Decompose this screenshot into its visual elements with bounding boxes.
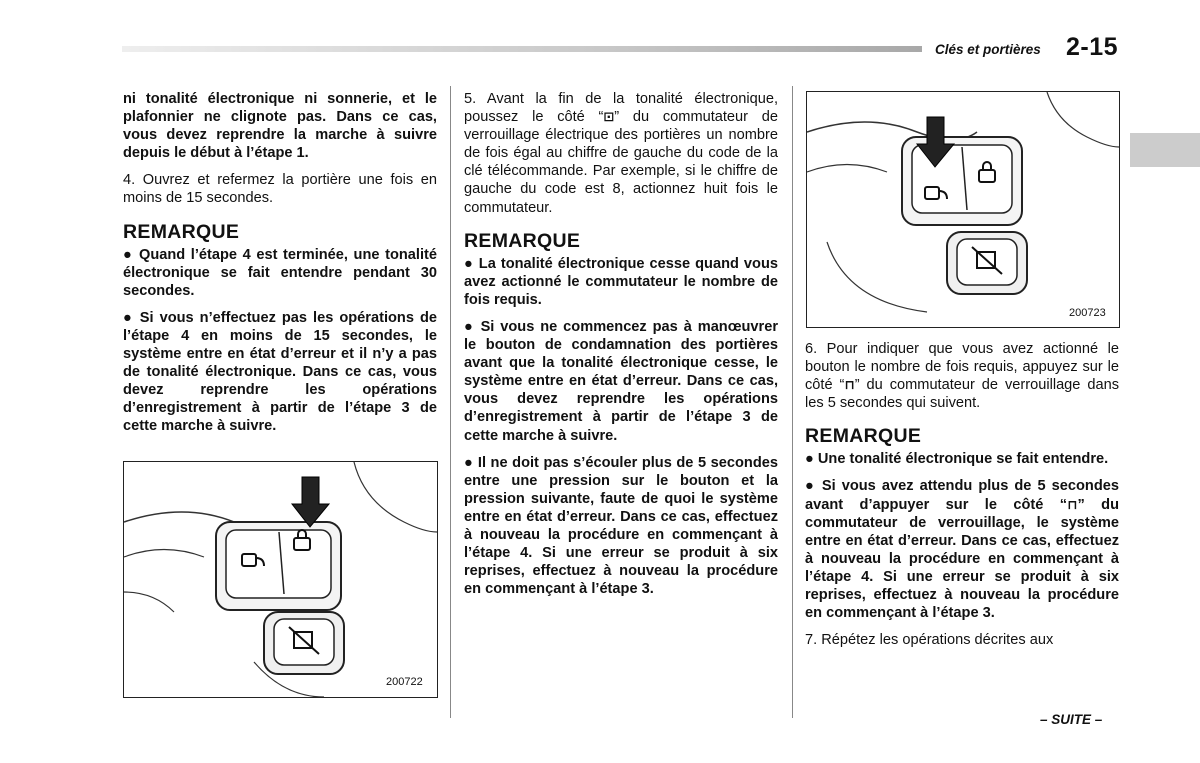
text: 5. Avant la fin de la tonalité électronique, poussez le côté “ bbox=[464, 91, 778, 126]
note-item: ● Si vous ne commencez pas à manœuvrer le bouton de condamnation des portières avant que la tonalité électronique cesse, le système entre en état d’erreur. Dans ce cas, vous devez reprendre les opérations d’enregistrement à partir de l’étape 3 de cette marche à suivre. bbox=[464, 318, 778, 444]
note-item: ● Une tonalité électronique se fait entendre. bbox=[805, 451, 1109, 468]
step-6 bbox=[805, 340, 1119, 412]
note-item: ● Quand l’étape 4 est terminée, une tonalité électronique se fait entendre pendant 30 secondes. bbox=[123, 246, 437, 299]
note-title: REMARQUE bbox=[805, 425, 922, 448]
step-5 bbox=[464, 90, 778, 217]
figure-door-switch-2 bbox=[806, 91, 1120, 328]
door-switch-illustration bbox=[807, 92, 1119, 327]
page-number: 2-15 bbox=[1066, 33, 1119, 61]
column-2 bbox=[464, 90, 778, 607]
section-title: Clés et portières bbox=[935, 42, 1041, 57]
step-7: 7. Répétez les opérations décrites aux bbox=[805, 632, 1054, 649]
header-rule bbox=[122, 46, 922, 52]
note-item: ● Il ne doit pas s’écouler plus de 5 secondes entre une pression sur le bouton et la pression suivante, faute de quoi le système entre en état d’erreur. Dans ce cas, effectuez à nouveau la procédure en commençant à l’étape 4. Si une erreur se produit à six reprises, effectuez à nouveau la procédure en commençant à l’étape 3. bbox=[464, 454, 778, 598]
note-item: ● La tonalité électronique cesse quand vous avez actionné le commutateur le nombre de fois requis. bbox=[464, 255, 778, 308]
figure-code: 200723 bbox=[1069, 307, 1106, 319]
chapter-tab bbox=[1130, 133, 1200, 167]
arrow-down-icon bbox=[292, 477, 329, 527]
lock-glyph-icon: ⊡ bbox=[603, 109, 615, 125]
continued-label: – SUITE – bbox=[1040, 712, 1103, 727]
text: ” du commutateur de verrouillage électrique des portières un nombre de fois égal au chiffre de gauche du code de la clé télécommande. Par exemple, si le chiffre de gauche du code est 8, actionnez huit fois le commutateur. bbox=[464, 109, 779, 216]
paragraph: ni tonalité électronique ni sonnerie, et le plafonnier ne clignote pas. Dans ce cas, vous devez reprendre la marche à suivre depuis le début à l’étape 1. bbox=[123, 91, 437, 162]
figure-code: 200722 bbox=[386, 676, 423, 688]
note-item bbox=[805, 477, 1119, 622]
text: 6. Pour indiquer que vous avez actionné le bouton le nombre de fois requis, appuyez sur le côté “ bbox=[805, 341, 1119, 394]
note-item: ● Si vous n’effectuez pas les opérations de l’étape 4 en moins de 15 secondes, le système entre en état d’erreur et il n’y a pas de tonalité électronique. Dans ce cas, vous devez reprendre les opérations d’enregistrement à partir de l’étape 3 de cette marche à suivre. bbox=[123, 309, 437, 435]
door-switch-illustration bbox=[124, 462, 437, 697]
column-1 bbox=[123, 90, 437, 445]
column-3 bbox=[805, 340, 1119, 658]
figure-door-switch-1 bbox=[123, 461, 438, 698]
step-4: 4. Ouvrez et refermez la portière une fois en moins de 15 secondes. bbox=[123, 172, 437, 207]
text: ” du commutateur de verrouillage dans les 5 secondes qui suivent. bbox=[805, 377, 1119, 412]
unlock-glyph-icon: ⊓ bbox=[1067, 496, 1078, 512]
text: ● Si vous avez attendu plus de 5 secondes avant d’appuyer sur le côté “ bbox=[805, 478, 1119, 513]
unlock-glyph-icon: ⊓ bbox=[844, 377, 855, 393]
text: ” du commutateur de verrouillage, le système entre en état d’erreur. Dans ce cas, effectuez à nouveau la procédure en commençant à l’étape 4. Si une erreur se produit à six reprises, effectuez à nouveau la procédure en commençant à l’étape 3. bbox=[805, 496, 1119, 622]
note-title: REMARQUE bbox=[123, 220, 240, 243]
column-divider bbox=[450, 86, 451, 718]
column-divider bbox=[792, 86, 793, 718]
note-title: REMARQUE bbox=[464, 229, 581, 252]
